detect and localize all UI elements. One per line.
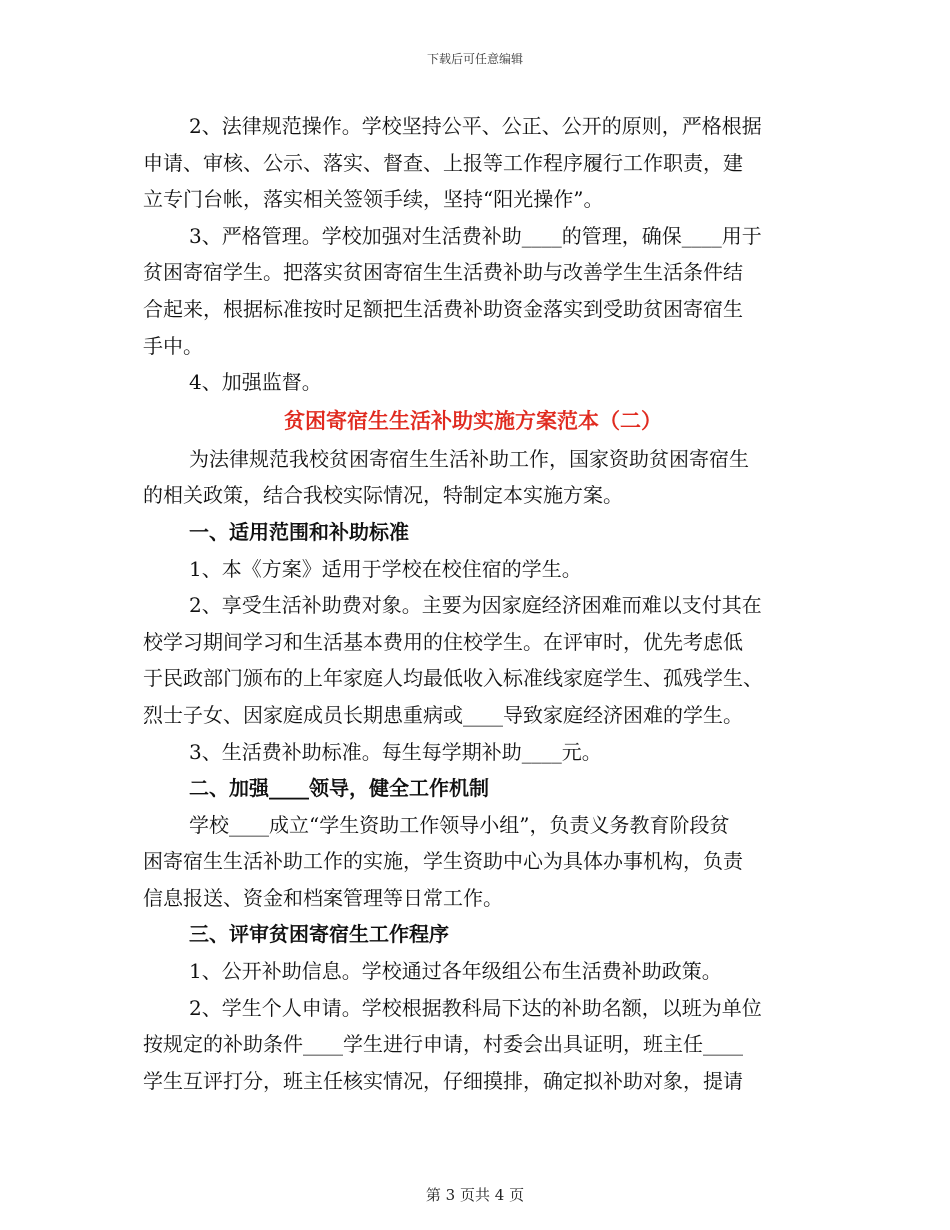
paragraph-line: 立专门台帐，落实相关签领手续，坚持“阳光操作”。 [143, 187, 604, 212]
paragraph-line: 2、学生个人申请。学校根据教科局下达的补助名额，以班为单位 [189, 995, 762, 1020]
paragraph-line: 烈士子女、因家庭成员长期患重病或____导致家庭经济困难的学生。 [143, 702, 743, 727]
paragraph-line: 学校____成立“学生资助工作领导小组”，负责义务教育阶段贫 [189, 812, 730, 837]
paragraph-line: 学生互评打分，班主任核实情况，仔细摸排，确定拟补助对象，提请 [143, 1068, 743, 1093]
paragraph-line: 2、法律规范操作。学校坚持公平、公正、公开的原则，严格根据 [189, 114, 762, 138]
paragraph-line: 的相关政策，结合我校实际情况，特制定本实施方案。 [143, 483, 623, 508]
paragraph-line: 1、公开补助信息。学校通过各年级组公布生活费补助政策。 [189, 959, 722, 984]
paragraph-line: 于民政部门颁布的上年家庭人均最低收入标准线家庭学生、孤残学生、 [143, 666, 763, 691]
paragraph-line: 合起来，根据标准按时足额把生活费补助资金落实到受助贫困寄宿生 [143, 296, 743, 321]
paragraph-line: 1、本《方案》适用于学校在校住宿的学生。 [189, 556, 582, 581]
paragraph-line: 3、严格管理。学校加强对生活费补助____的管理，确保____用于 [189, 223, 762, 248]
paragraph-line: 手中。 [143, 333, 203, 358]
paragraph-line: 4、加强监督。 [189, 370, 322, 395]
section-heading: 二、加强____领导，健全工作机制 [189, 776, 489, 801]
section-title: 贫困寄宿生生活补助实施方案范本（二） [284, 407, 662, 433]
page-header: 下载后可任意编辑 [426, 52, 523, 66]
paragraph-line: 3、生活费补助标准。每生每学期补助____元。 [189, 739, 602, 764]
paragraph-line: 申请、审核、公示、落实、督查、上报等工作程序履行工作职责，建 [143, 150, 743, 175]
paragraph-line: 2、享受生活补助费对象。主要为因家庭经济困难而难以支付其在 [189, 593, 762, 618]
paragraph-line: 困寄宿生生活补助工作的实施，学生资助中心为具体办事机构，负责 [143, 849, 743, 874]
paragraph-line: 校学习期间学习和生活基本费用的住校学生。在评审时，优先考虑低 [143, 629, 743, 654]
document-body [143, 108, 803, 1099]
section-heading: 一、适用范围和补助标准 [189, 519, 409, 544]
paragraph-line: 按规定的补助条件____学生进行申请，村委会出具证明，班主任____ [143, 1032, 743, 1057]
paragraph-line: 贫困寄宿学生。把落实贫困寄宿生生活费补助与改善学生生活条件结 [143, 260, 743, 285]
page-footer: 第 3 页共 4 页 [425, 1186, 525, 1204]
paragraph-line: 信息报送、资金和档案管理等日常工作。 [143, 885, 503, 910]
paragraph-line: 为法律规范我校贫困寄宿生生活补助工作，国家资助贫困寄宿生 [189, 446, 749, 471]
section-heading: 三、评审贫困寄宿生工作程序 [189, 922, 449, 947]
